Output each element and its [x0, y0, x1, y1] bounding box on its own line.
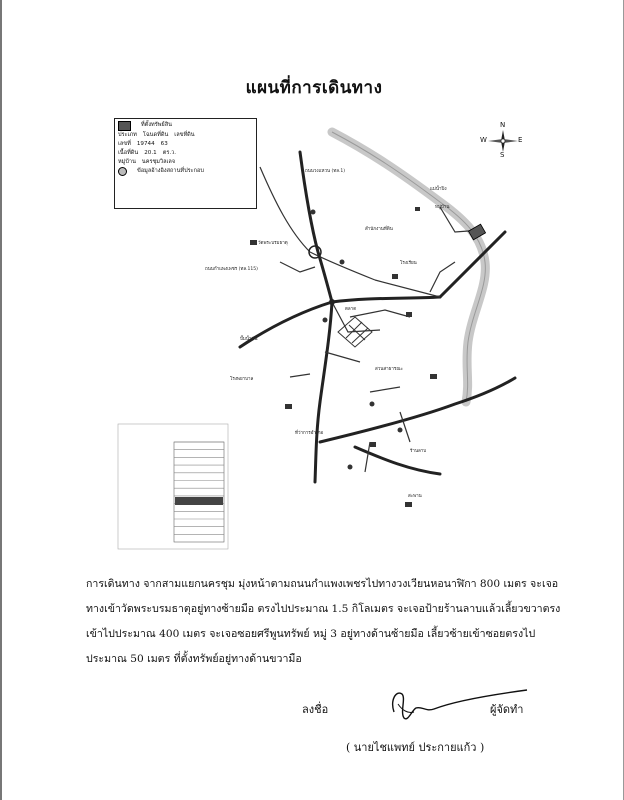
map-label-river: แม่น้ำปิง — [430, 187, 447, 192]
map-label-gas: ปั๊มน้ำมัน — [240, 337, 258, 342]
road-east — [332, 297, 440, 302]
directions-line: ประมาณ 50 เมตร ที่ตั้งทรัพย์อยู่ทางด้านขวามือ — [86, 653, 302, 665]
signer-role: ผู้จัดทำ — [490, 703, 524, 716]
map-label-hospital: โรงพยาบาล — [230, 377, 254, 382]
road-main-north — [300, 152, 332, 302]
page-title: แผนที่การเดินทาง — [245, 78, 383, 98]
directions-text — [86, 572, 561, 672]
road-northeast — [440, 232, 505, 297]
legend-area-unit: ตร.ว. — [162, 150, 177, 156]
river — [332, 132, 485, 402]
map-label-park: สวนสาธารณะ — [375, 367, 403, 372]
plot-highlight — [175, 497, 223, 505]
map-label-village: หมู่บ้าน — [435, 205, 450, 210]
map-label-district: ที่ว่าการอำเภอ — [295, 431, 324, 436]
road-main-south — [315, 302, 332, 482]
map-label-school: โรงเรียน — [400, 261, 417, 266]
directions-line: เข้าไปประมาณ 400 เมตร จะเจอซอยศรีพูนทรัพย์ หมู่ 3 อยู่ทางด้านซ้ายมือ เลี้ยวซ้ายเข้าซอยตรงไป — [86, 628, 536, 640]
map-legend — [114, 118, 257, 209]
legend-land-label: ที่ตั้งทรัพย์สิน — [141, 122, 172, 128]
legend-area-label: เนื้อที่ดิน — [118, 150, 139, 156]
map-label-wat: วัดพระบรมธาตุ — [258, 241, 288, 246]
compass-rose — [480, 121, 526, 161]
map-label-road-ring: ถนนวงแหวน (ทล.1) — [305, 169, 346, 174]
road-southeast — [320, 378, 515, 442]
legend-land-no-label: เลขที่ดิน — [174, 132, 195, 138]
signer-name: ( นายไชแพทย์ ประกายแก้ว ) — [346, 741, 485, 754]
legend-doc-type-value: โฉนดที่ดิน — [142, 132, 169, 138]
legend-note-label: ข้อมูลอ้างอิงสถานที่ประกอบ — [137, 168, 204, 174]
compass-west: W — [480, 136, 487, 144]
legend-doc-number-label: เลขที่ — [118, 141, 131, 147]
legend-area-value: 20.1 — [144, 150, 157, 156]
legend-land-no-value: 63 — [160, 141, 168, 147]
map-label-road-kamphaeng: ถนนกำแพงเพชร (ทล.115) — [205, 267, 258, 272]
directions-line: การเดินทาง จากสามแยกนครชุม มุ่งหน้าตามถนนกำแพงเพชรไปทางวงเวียนหอนาฬิกา 800 เมตร จะเจอ — [86, 578, 559, 590]
legend-doc-number-value: 19744 — [136, 141, 155, 147]
compass-north: N — [500, 121, 506, 129]
map-label-bridge: สะพาน — [408, 494, 422, 499]
map-label-shop: ร้านลาบ — [410, 449, 427, 454]
property-swatch-icon — [118, 121, 131, 131]
legend-doc-type-label: ประเภท — [118, 132, 137, 138]
compass-south: S — [500, 151, 505, 159]
directions-line: ทางเข้าวัดพระบรมธาตุอยู่ทางซ้ายมือ ตรงไปประมาณ 1.5 กิโลเมตร จะเจอป้ายร้านลาบแล้วเลี้ยวขวาตรง — [86, 603, 561, 615]
map-label-market: ตลาด — [345, 307, 357, 312]
compass-arrows-icon — [488, 130, 518, 152]
reference-circle-icon — [118, 167, 127, 176]
map-label-office: สำนักงานที่ดิน — [365, 227, 393, 232]
sign-label: ลงชื่อ — [302, 703, 329, 716]
road-secondary — [355, 447, 440, 474]
legend-village-label: หมู่บ้าน — [118, 159, 136, 165]
compass-east: E — [518, 136, 523, 144]
legend-village-value: นครชุมวิลเลจ — [141, 159, 176, 165]
plot-layout-inset — [118, 424, 228, 549]
